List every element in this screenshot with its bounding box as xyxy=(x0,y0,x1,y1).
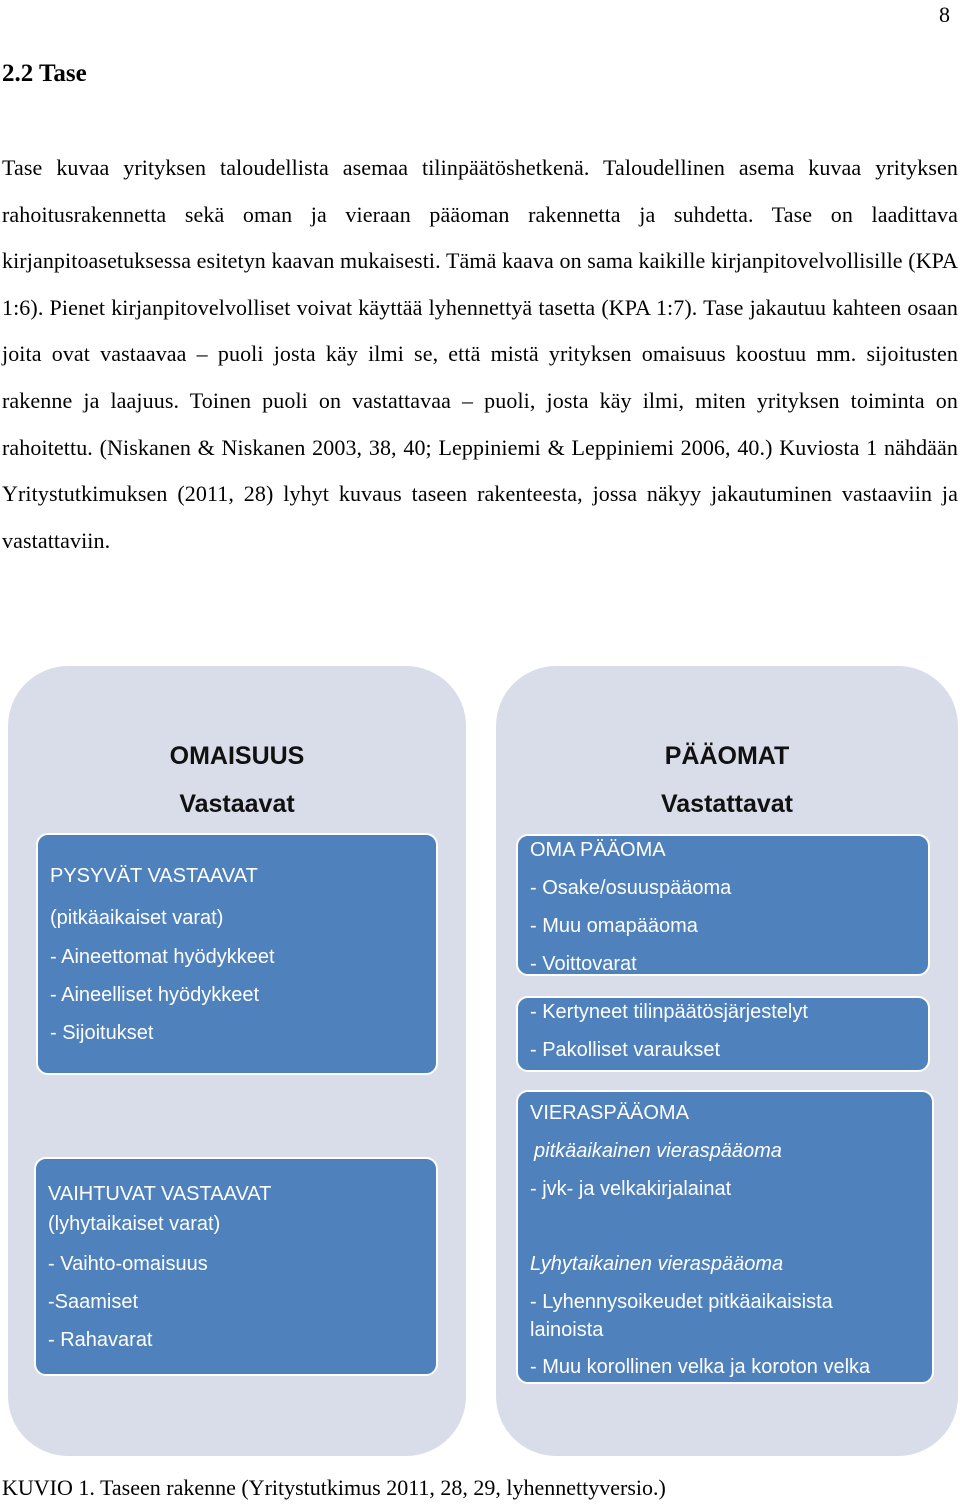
liabilities-title: PÄÄOMAT xyxy=(664,742,790,770)
box-line: VIERASPÄÄOMA xyxy=(530,1102,689,1124)
liabilities-panel xyxy=(496,666,958,1456)
body-paragraph: Tase kuvaa yrityksen taloudellista asemaa tilinpäätöshetkenä. Taloudellinen asema kuvaa yrityksen rahoitusrakennetta sekä oman ja vieraan pääoman rakennetta ja suhdetta. Tase on laadittava kirjanpitoasetuksessa esitetyn kaavan mukaisesti. Tämä kaava on sama kaikille kirjanpitovelvollisille (KPA 1:6). Pienet kirjanpitovelvolliset voivat käyttää lyhennettyä tasetta (KPA 1:7). Tase jakautuu kahteen osaan joita ovat vastaavaa – puoli josta käy ilmi se, että mistä yrityksen omaisuus koostuu mm. sijoitusten rakenne ja laajuus. Toinen puoli on vastattavaa – puoli, josta käy ilmi, miten yrityksen toiminta on rahoitettu. (Niskanen & Niskanen 2003, 38, 40; Leppiniemi & Leppiniemi 2006, 40.) Kuviosta 1 nähdään Yritystutkimuksen (2011, 28) lyhyt kuvaus taseen rakenteesta, jossa näkyy jakautuminen vastaaviin ja vastattaviin. xyxy=(2,155,958,553)
assets-subtitle: Vastaavat xyxy=(179,790,295,818)
box-line: (lyhytaikaiset varat) xyxy=(48,1213,221,1235)
box-line: Lyhytaikainen vieraspääoma xyxy=(530,1253,784,1275)
box-line: - Sijoitukset xyxy=(50,1022,154,1044)
current-assets-box xyxy=(34,1157,438,1376)
box-line: (pitkäaikaiset varat) xyxy=(50,907,224,929)
box-line: VAIHTUVAT VASTAAVAT xyxy=(48,1183,272,1205)
box-line: - Muu omapääoma xyxy=(530,915,698,937)
box-line: PYSYVÄT VASTAAVAT xyxy=(50,865,258,887)
box-line: - Vaihto-omaisuus xyxy=(48,1253,208,1275)
balance-sheet-diagram xyxy=(0,662,960,1462)
box-line: - Kertyneet tilinpäätösjärjestelyt xyxy=(530,1001,808,1023)
box-line: - Voittovarat xyxy=(530,953,637,975)
box-line: - Aineelliset hyödykkeet xyxy=(50,984,260,1006)
assets-title: OMAISUUS xyxy=(169,742,305,770)
box-line: - jvk- ja velkakirjalainat xyxy=(530,1178,732,1200)
box-line: lainoista xyxy=(530,1319,604,1341)
box-line: - Aineettomat hyödykkeet xyxy=(50,946,275,968)
box-line: - Osake/osuuspääoma xyxy=(530,877,732,899)
box-line: pitkäaikainen vieraspääoma xyxy=(534,1140,782,1162)
equity-box xyxy=(516,834,930,976)
liabilities-subtitle: Vastattavat xyxy=(660,790,794,818)
section-heading: 2.2 Tase xyxy=(2,60,87,87)
fixed-assets-box xyxy=(36,833,438,1075)
box-line: -Saamiset xyxy=(48,1291,139,1313)
box-line: - Muu korollinen velka ja koroton velka xyxy=(530,1356,871,1378)
assets-panel xyxy=(8,666,466,1456)
box-line: - Rahavarat xyxy=(48,1329,153,1351)
box-line: - Lyhennysoikeudet pitkäaikaisista xyxy=(530,1291,833,1313)
liabilities-box xyxy=(516,1090,934,1384)
box-line: OMA PÄÄOMA xyxy=(530,839,666,861)
page-number: 8 xyxy=(939,2,950,27)
box-line: - Pakolliset varaukset xyxy=(530,1039,721,1061)
appropriations-box xyxy=(516,996,930,1072)
figure-caption: KUVIO 1. Taseen rakenne (Yritystutkimus 2011, 28, 29, lyhennettyversio.) xyxy=(2,1475,666,1500)
